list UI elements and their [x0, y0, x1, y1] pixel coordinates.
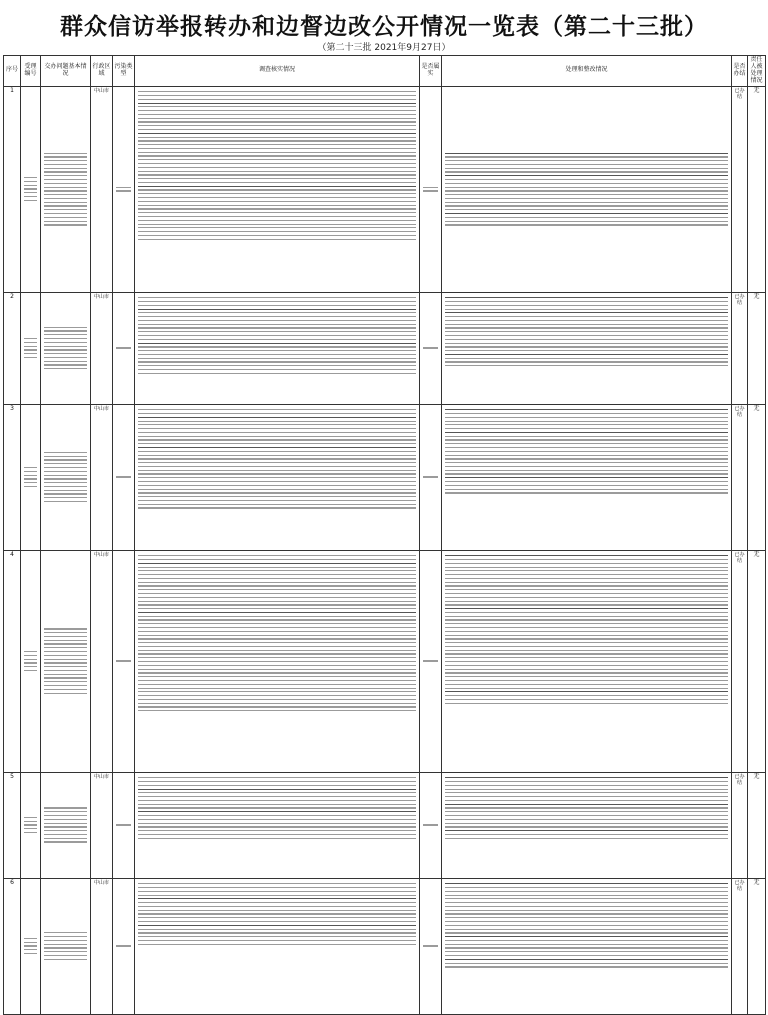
col-header-verified: 是否属实: [420, 56, 442, 87]
table-row: [4, 86, 766, 292]
petition-table: [3, 55, 766, 1015]
table-row: [4, 550, 766, 772]
row-index: 3: [4, 404, 21, 550]
table-row: [4, 404, 766, 550]
col-header-issue: 交办问题基本情况: [41, 56, 91, 87]
row-region: 中山市: [91, 550, 113, 772]
row-status: 已办结: [732, 404, 748, 550]
table-row: [4, 292, 766, 404]
row-region: 中山市: [91, 292, 113, 404]
row-accountability: 无: [748, 86, 766, 292]
row-status: 已办结: [732, 550, 748, 772]
row-status: 已办结: [732, 772, 748, 878]
table-row: [4, 878, 766, 1014]
row-region: 中山市: [91, 404, 113, 550]
row-status: 已办结: [732, 878, 748, 1014]
col-header-status: 是否办结: [732, 56, 748, 87]
row-region: 中山市: [91, 86, 113, 292]
page-subtitle: （第二十三批 2021年9月27日）: [317, 43, 451, 53]
row-accountability: 无: [748, 404, 766, 550]
col-header-investigation: 调查核实情况: [135, 56, 420, 87]
col-header-pollution: 污染类型: [113, 56, 135, 87]
row-status: 已办结: [732, 292, 748, 404]
row-region: 中山市: [91, 878, 113, 1014]
row-accountability: 无: [748, 550, 766, 772]
row-index: 1: [4, 86, 21, 292]
row-index: 5: [4, 772, 21, 878]
row-accountability: 无: [748, 772, 766, 878]
table-header-row: [4, 56, 766, 87]
page-title: 群众信访举报转办和边督边改公开情况一览表（第二十三批）: [60, 13, 708, 40]
col-header-id: 受理编号: [21, 56, 41, 87]
table-row: [4, 772, 766, 878]
col-header-region: 行政区域: [91, 56, 113, 87]
row-index: 4: [4, 550, 21, 772]
col-header-index: 序号: [4, 56, 21, 87]
col-header-handling: 处理和整改情况: [442, 56, 732, 87]
row-accountability: 无: [748, 878, 766, 1014]
row-index: 2: [4, 292, 21, 404]
row-status: 已办结: [732, 86, 748, 292]
row-index: 6: [4, 878, 21, 1014]
row-accountability: 无: [748, 292, 766, 404]
row-region: 中山市: [91, 772, 113, 878]
col-header-accountability: 责任人被处理情况: [748, 56, 766, 87]
